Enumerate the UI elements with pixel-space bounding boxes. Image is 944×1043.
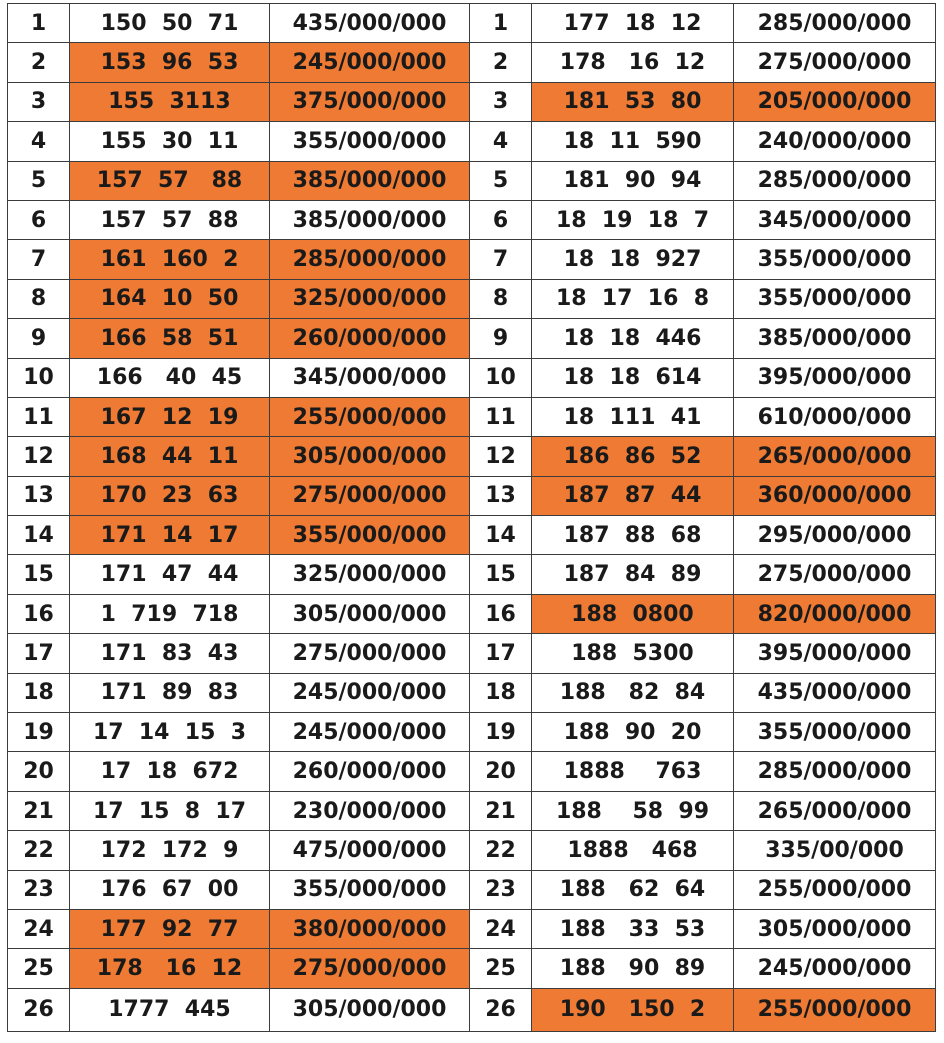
left-code-cell: 155 30 11 <box>70 122 270 161</box>
right-row-number-cell: 9 <box>470 319 532 358</box>
right-code-cell: 188 58 99 <box>532 791 734 830</box>
right-row-number-cell: 11 <box>470 397 532 436</box>
left-price-cell: 475/000/000 <box>270 831 470 870</box>
left-code-cell: 166 58 51 <box>70 319 270 358</box>
right-price-cell: 285/000/000 <box>734 752 936 791</box>
left-code-cell: 178 16 12 <box>70 949 270 988</box>
table-row <box>8 437 936 476</box>
right-row-number-cell: 6 <box>470 200 532 239</box>
left-code-cell: 171 83 43 <box>70 634 270 673</box>
right-code-cell: 187 88 68 <box>532 516 734 555</box>
right-price-cell: 395/000/000 <box>734 634 936 673</box>
left-row-number-cell: 22 <box>8 831 70 870</box>
right-row-number-cell: 2 <box>470 43 532 82</box>
table-row <box>8 831 936 870</box>
right-row-number-cell: 15 <box>470 555 532 594</box>
right-price-cell: 240/000/000 <box>734 122 936 161</box>
right-code-cell: 186 86 52 <box>532 437 734 476</box>
left-row-number-cell: 5 <box>8 161 70 200</box>
right-code-cell: 18 18 614 <box>532 358 734 397</box>
right-row-number-cell: 25 <box>470 949 532 988</box>
left-price-cell: 345/000/000 <box>270 358 470 397</box>
left-row-number-cell: 3 <box>8 82 70 121</box>
left-code-cell: 176 67 00 <box>70 870 270 909</box>
table-row <box>8 43 936 82</box>
left-price-cell: 375/000/000 <box>270 82 470 121</box>
left-row-number-cell: 11 <box>8 397 70 436</box>
table-row <box>8 909 936 948</box>
right-code-cell: 18 19 18 7 <box>532 200 734 239</box>
left-code-cell: 170 23 63 <box>70 476 270 515</box>
left-row-number-cell: 4 <box>8 122 70 161</box>
left-row-number-cell: 17 <box>8 634 70 673</box>
right-code-cell: 18 11 590 <box>532 122 734 161</box>
left-price-cell: 275/000/000 <box>270 476 470 515</box>
right-price-cell: 345/000/000 <box>734 200 936 239</box>
right-row-number-cell: 21 <box>470 791 532 830</box>
left-code-cell: 17 15 8 17 <box>70 791 270 830</box>
right-code-cell: 1888 468 <box>532 831 734 870</box>
right-code-cell: 188 62 64 <box>532 870 734 909</box>
left-price-cell: 305/000/000 <box>270 437 470 476</box>
right-price-cell: 820/000/000 <box>734 594 936 633</box>
left-code-cell: 17 14 15 3 <box>70 713 270 752</box>
right-row-number-cell: 17 <box>470 634 532 673</box>
left-code-cell: 171 47 44 <box>70 555 270 594</box>
left-row-number-cell: 24 <box>8 909 70 948</box>
left-code-cell: 157 57 88 <box>70 161 270 200</box>
right-price-cell: 610/000/000 <box>734 397 936 436</box>
right-price-cell: 255/000/000 <box>734 870 936 909</box>
right-row-number-cell: 12 <box>470 437 532 476</box>
left-code-cell: 177 92 77 <box>70 909 270 948</box>
right-price-cell: 275/000/000 <box>734 43 936 82</box>
table-row <box>8 358 936 397</box>
table-row <box>8 634 936 673</box>
right-code-cell: 188 5300 <box>532 634 734 673</box>
left-row-number-cell: 8 <box>8 279 70 318</box>
left-row-number-cell: 16 <box>8 594 70 633</box>
right-price-cell: 305/000/000 <box>734 909 936 948</box>
right-row-number-cell: 22 <box>470 831 532 870</box>
right-price-cell: 435/000/000 <box>734 673 936 712</box>
right-row-number-cell: 3 <box>470 82 532 121</box>
right-price-cell: 285/000/000 <box>734 4 936 43</box>
right-row-number-cell: 7 <box>470 240 532 279</box>
left-code-cell: 17 18 672 <box>70 752 270 791</box>
table-row <box>8 594 936 633</box>
table-row <box>8 397 936 436</box>
right-price-cell: 395/000/000 <box>734 358 936 397</box>
left-price-cell: 355/000/000 <box>270 122 470 161</box>
left-price-cell: 255/000/000 <box>270 397 470 436</box>
table-row <box>8 240 936 279</box>
table-row <box>8 4 936 43</box>
right-price-cell: 355/000/000 <box>734 713 936 752</box>
table-row <box>8 713 936 752</box>
left-price-cell: 305/000/000 <box>270 594 470 633</box>
left-row-number-cell: 25 <box>8 949 70 988</box>
left-code-cell: 164 10 50 <box>70 279 270 318</box>
right-row-number-cell: 5 <box>470 161 532 200</box>
right-row-number-cell: 23 <box>470 870 532 909</box>
left-price-cell: 245/000/000 <box>270 713 470 752</box>
right-row-number-cell: 20 <box>470 752 532 791</box>
right-code-cell: 188 82 84 <box>532 673 734 712</box>
left-row-number-cell: 10 <box>8 358 70 397</box>
left-code-cell: 171 14 17 <box>70 516 270 555</box>
right-row-number-cell: 24 <box>470 909 532 948</box>
right-price-cell: 275/000/000 <box>734 555 936 594</box>
right-price-cell: 205/000/000 <box>734 82 936 121</box>
table-row <box>8 791 936 830</box>
left-code-cell: 1 719 718 <box>70 594 270 633</box>
left-code-cell: 168 44 11 <box>70 437 270 476</box>
right-row-number-cell: 13 <box>470 476 532 515</box>
left-row-number-cell: 23 <box>8 870 70 909</box>
left-row-number-cell: 12 <box>8 437 70 476</box>
left-price-cell: 285/000/000 <box>270 240 470 279</box>
right-code-cell: 187 87 44 <box>532 476 734 515</box>
right-row-number-cell: 10 <box>470 358 532 397</box>
left-row-number-cell: 26 <box>8 988 70 1031</box>
left-price-cell: 245/000/000 <box>270 673 470 712</box>
left-code-cell: 153 96 53 <box>70 43 270 82</box>
right-code-cell: 181 53 80 <box>532 82 734 121</box>
right-code-cell: 181 90 94 <box>532 161 734 200</box>
left-price-cell: 435/000/000 <box>270 4 470 43</box>
table-row <box>8 555 936 594</box>
price-table <box>7 3 936 1032</box>
left-code-cell: 155 3113 <box>70 82 270 121</box>
left-price-cell: 260/000/000 <box>270 319 470 358</box>
table-row <box>8 122 936 161</box>
right-price-cell: 265/000/000 <box>734 437 936 476</box>
left-price-cell: 385/000/000 <box>270 200 470 239</box>
right-price-cell: 245/000/000 <box>734 949 936 988</box>
right-row-number-cell: 26 <box>470 988 532 1031</box>
left-row-number-cell: 19 <box>8 713 70 752</box>
table-row <box>8 82 936 121</box>
table-row <box>8 279 936 318</box>
right-price-cell: 255/000/000 <box>734 988 936 1031</box>
right-code-cell: 18 111 41 <box>532 397 734 436</box>
right-price-cell: 295/000/000 <box>734 516 936 555</box>
table-row <box>8 988 936 1031</box>
right-price-cell: 265/000/000 <box>734 791 936 830</box>
left-row-number-cell: 14 <box>8 516 70 555</box>
left-price-cell: 385/000/000 <box>270 161 470 200</box>
right-price-cell: 355/000/000 <box>734 240 936 279</box>
left-row-number-cell: 1 <box>8 4 70 43</box>
right-price-cell: 285/000/000 <box>734 161 936 200</box>
right-code-cell: 187 84 89 <box>532 555 734 594</box>
left-row-number-cell: 21 <box>8 791 70 830</box>
table-row <box>8 476 936 515</box>
right-code-cell: 18 18 927 <box>532 240 734 279</box>
left-code-cell: 171 89 83 <box>70 673 270 712</box>
table-row <box>8 752 936 791</box>
table-row <box>8 949 936 988</box>
right-code-cell: 177 18 12 <box>532 4 734 43</box>
left-row-number-cell: 7 <box>8 240 70 279</box>
left-row-number-cell: 20 <box>8 752 70 791</box>
left-price-cell: 245/000/000 <box>270 43 470 82</box>
right-row-number-cell: 14 <box>470 516 532 555</box>
right-code-cell: 18 17 16 8 <box>532 279 734 318</box>
left-code-cell: 166 40 45 <box>70 358 270 397</box>
left-price-cell: 275/000/000 <box>270 634 470 673</box>
left-row-number-cell: 6 <box>8 200 70 239</box>
right-row-number-cell: 4 <box>470 122 532 161</box>
left-row-number-cell: 18 <box>8 673 70 712</box>
table-row <box>8 161 936 200</box>
right-row-number-cell: 19 <box>470 713 532 752</box>
table-row <box>8 870 936 909</box>
right-price-cell: 360/000/000 <box>734 476 936 515</box>
right-price-cell: 335/00/000 <box>734 831 936 870</box>
left-price-cell: 260/000/000 <box>270 752 470 791</box>
right-price-cell: 355/000/000 <box>734 279 936 318</box>
left-price-cell: 380/000/000 <box>270 909 470 948</box>
table-row <box>8 319 936 358</box>
price-table-body <box>8 4 936 1032</box>
table-row <box>8 516 936 555</box>
left-code-cell: 161 160 2 <box>70 240 270 279</box>
left-price-cell: 275/000/000 <box>270 949 470 988</box>
left-price-cell: 305/000/000 <box>270 988 470 1031</box>
right-code-cell: 188 90 20 <box>532 713 734 752</box>
table-row <box>8 200 936 239</box>
right-code-cell: 178 16 12 <box>532 43 734 82</box>
left-code-cell: 172 172 9 <box>70 831 270 870</box>
right-row-number-cell: 8 <box>470 279 532 318</box>
right-code-cell: 188 0800 <box>532 594 734 633</box>
left-price-cell: 355/000/000 <box>270 870 470 909</box>
left-price-cell: 325/000/000 <box>270 555 470 594</box>
right-row-number-cell: 18 <box>470 673 532 712</box>
left-price-cell: 355/000/000 <box>270 516 470 555</box>
left-row-number-cell: 15 <box>8 555 70 594</box>
right-price-cell: 385/000/000 <box>734 319 936 358</box>
left-code-cell: 1777 445 <box>70 988 270 1031</box>
right-code-cell: 190 150 2 <box>532 988 734 1031</box>
left-price-cell: 325/000/000 <box>270 279 470 318</box>
left-row-number-cell: 2 <box>8 43 70 82</box>
left-code-cell: 157 57 88 <box>70 200 270 239</box>
right-code-cell: 1888 763 <box>532 752 734 791</box>
right-code-cell: 188 33 53 <box>532 909 734 948</box>
table-row <box>8 673 936 712</box>
right-code-cell: 18 18 446 <box>532 319 734 358</box>
left-code-cell: 150 50 71 <box>70 4 270 43</box>
right-row-number-cell: 1 <box>470 4 532 43</box>
right-code-cell: 188 90 89 <box>532 949 734 988</box>
left-row-number-cell: 9 <box>8 319 70 358</box>
left-price-cell: 230/000/000 <box>270 791 470 830</box>
left-row-number-cell: 13 <box>8 476 70 515</box>
right-row-number-cell: 16 <box>470 594 532 633</box>
left-code-cell: 167 12 19 <box>70 397 270 436</box>
